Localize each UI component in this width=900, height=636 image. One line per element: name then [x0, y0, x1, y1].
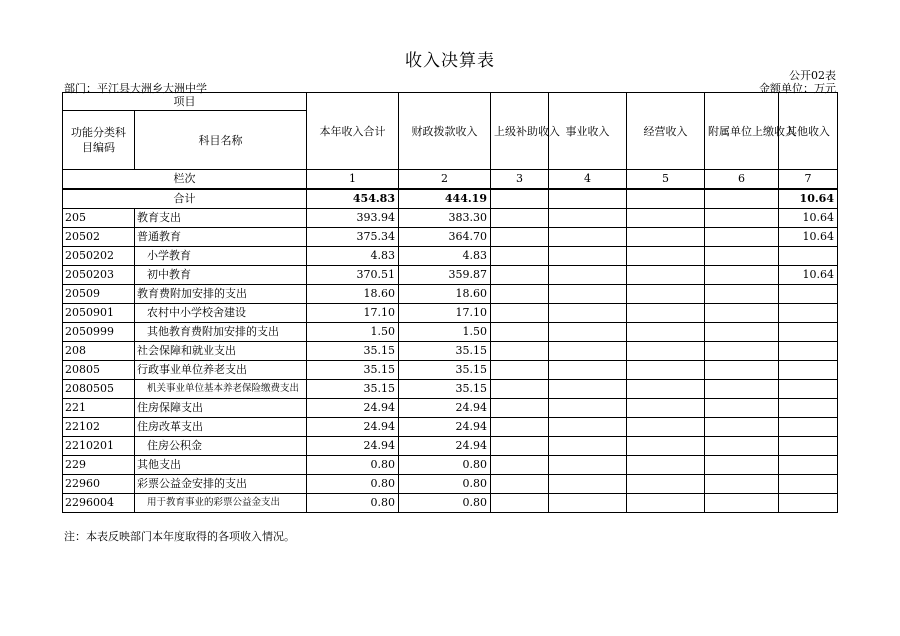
department-label: 部门：平江县大洲乡大洲中学 — [64, 82, 207, 95]
amount-cell — [779, 475, 838, 494]
amount-cell — [549, 399, 627, 418]
subject-code: 20509 — [63, 285, 135, 304]
subject-name: 彩票公益金安排的支出 — [135, 475, 307, 494]
total-value: 444.19 — [399, 189, 491, 209]
column-number: 7 — [779, 170, 838, 190]
amount-cell — [705, 304, 779, 323]
amount-cell: 0.80 — [307, 494, 399, 513]
subject-name: 住房改革支出 — [135, 418, 307, 437]
table-note: 注：本表反映部门本年度取得的各项收入情况。 — [64, 530, 295, 543]
amount-cell: 0.80 — [307, 456, 399, 475]
subject-code: 208 — [63, 342, 135, 361]
subject-name: 初中教育 — [135, 266, 307, 285]
total-row — [63, 189, 838, 209]
amount-cell — [779, 380, 838, 399]
subject-name: 机关事业单位基本养老保险缴费支出 — [135, 380, 307, 399]
subject-name: 普通教育 — [135, 228, 307, 247]
amount-cell — [627, 304, 705, 323]
amount-cell — [549, 361, 627, 380]
amount-cell — [705, 247, 779, 266]
table-row — [63, 494, 838, 513]
amount-cell: 24.94 — [307, 399, 399, 418]
total-value — [549, 189, 627, 209]
amount-cell — [779, 418, 838, 437]
col-header-operating-income: 经营收入 — [627, 93, 705, 170]
amount-cell: 375.34 — [307, 228, 399, 247]
subject-code: 2296004 — [63, 494, 135, 513]
subject-name: 小学教育 — [135, 247, 307, 266]
subject-code: 221 — [63, 399, 135, 418]
unit-label: 金额单位：万元 — [759, 82, 836, 95]
table-row — [63, 247, 838, 266]
amount-cell — [627, 228, 705, 247]
amount-cell — [549, 304, 627, 323]
table-row — [63, 475, 838, 494]
income-table — [62, 92, 838, 513]
amount-cell — [705, 342, 779, 361]
amount-cell: 0.80 — [399, 494, 491, 513]
amount-cell — [627, 418, 705, 437]
amount-cell: 4.83 — [399, 247, 491, 266]
amount-cell — [549, 323, 627, 342]
amount-cell — [491, 247, 549, 266]
table-row — [63, 266, 838, 285]
amount-cell — [491, 380, 549, 399]
subject-name: 农村中小学校舍建设 — [135, 304, 307, 323]
amount-cell — [627, 494, 705, 513]
subject-name: 教育支出 — [135, 209, 307, 228]
amount-cell: 24.94 — [399, 437, 491, 456]
amount-cell: 18.60 — [307, 285, 399, 304]
subject-name: 用于教育事业的彩票公益金支出 — [135, 494, 307, 513]
amount-cell: 35.15 — [307, 361, 399, 380]
amount-cell: 18.60 — [399, 285, 491, 304]
code-header: 功能分类科目编码 — [63, 111, 135, 170]
amount-cell — [491, 266, 549, 285]
table-row — [63, 380, 838, 399]
subject-code: 20805 — [63, 361, 135, 380]
amount-cell: 364.70 — [399, 228, 491, 247]
column-number: 4 — [549, 170, 627, 190]
amount-cell: 10.64 — [779, 228, 838, 247]
table-row — [63, 304, 838, 323]
amount-cell — [491, 418, 549, 437]
amount-cell: 35.15 — [307, 380, 399, 399]
table-row — [63, 437, 838, 456]
total-value — [705, 189, 779, 209]
amount-cell — [779, 247, 838, 266]
form-number: 公开02表 — [789, 69, 836, 82]
col-header-total-income: 本年收入合计 — [307, 93, 399, 170]
amount-cell — [549, 437, 627, 456]
table-row — [63, 456, 838, 475]
amount-cell — [627, 323, 705, 342]
subject-code: 2080505 — [63, 380, 135, 399]
amount-cell — [549, 494, 627, 513]
amount-cell: 0.80 — [399, 475, 491, 494]
amount-cell — [705, 494, 779, 513]
table-row — [63, 209, 838, 228]
subject-code: 22102 — [63, 418, 135, 437]
subject-name: 行政事业单位养老支出 — [135, 361, 307, 380]
subject-name: 住房公积金 — [135, 437, 307, 456]
amount-cell — [705, 266, 779, 285]
amount-cell — [549, 456, 627, 475]
amount-cell — [549, 285, 627, 304]
amount-cell — [549, 247, 627, 266]
project-header: 项目 — [63, 93, 307, 111]
amount-cell: 24.94 — [307, 437, 399, 456]
table-row — [63, 342, 838, 361]
amount-cell: 17.10 — [307, 304, 399, 323]
column-number: 3 — [491, 170, 549, 190]
column-number: 1 — [307, 170, 399, 190]
table-row — [63, 323, 838, 342]
amount-cell — [491, 209, 549, 228]
amount-cell — [627, 247, 705, 266]
amount-cell — [627, 209, 705, 228]
amount-cell — [779, 456, 838, 475]
subject-code: 2050901 — [63, 304, 135, 323]
amount-cell — [491, 399, 549, 418]
amount-cell — [779, 361, 838, 380]
subject-code: 20502 — [63, 228, 135, 247]
amount-cell — [491, 285, 549, 304]
amount-cell: 359.87 — [399, 266, 491, 285]
amount-cell — [779, 437, 838, 456]
page-title: 收入决算表 — [405, 51, 495, 71]
amount-cell: 10.64 — [779, 266, 838, 285]
subject-code: 205 — [63, 209, 135, 228]
amount-cell — [779, 399, 838, 418]
amount-cell — [627, 399, 705, 418]
amount-cell: 0.80 — [399, 456, 491, 475]
total-value: 10.64 — [779, 189, 838, 209]
amount-cell — [549, 475, 627, 494]
column-number: 5 — [627, 170, 705, 190]
amount-cell — [705, 418, 779, 437]
col-header-other-income: 其他收入 — [779, 93, 838, 170]
subject-code: 2210201 — [63, 437, 135, 456]
amount-cell — [627, 380, 705, 399]
amount-cell — [705, 380, 779, 399]
subject-name: 住房保障支出 — [135, 399, 307, 418]
amount-cell — [627, 456, 705, 475]
amount-cell — [779, 494, 838, 513]
amount-cell — [491, 437, 549, 456]
amount-cell — [705, 209, 779, 228]
amount-cell — [549, 266, 627, 285]
amount-cell: 370.51 — [307, 266, 399, 285]
amount-cell — [491, 494, 549, 513]
amount-cell: 0.80 — [307, 475, 399, 494]
amount-cell — [549, 380, 627, 399]
amount-cell: 35.15 — [399, 380, 491, 399]
column-number: 6 — [705, 170, 779, 190]
table-row — [63, 228, 838, 247]
col-header-business-income: 事业收入 — [549, 93, 627, 170]
amount-cell — [705, 437, 779, 456]
col-header-affiliated-income: 附属单位上缴收入 — [705, 93, 779, 170]
amount-cell: 17.10 — [399, 304, 491, 323]
subject-code: 2050203 — [63, 266, 135, 285]
amount-cell: 393.94 — [307, 209, 399, 228]
subject-code: 22960 — [63, 475, 135, 494]
amount-cell — [779, 304, 838, 323]
total-value — [627, 189, 705, 209]
amount-cell: 1.50 — [399, 323, 491, 342]
subject-name: 其他支出 — [135, 456, 307, 475]
amount-cell — [627, 437, 705, 456]
amount-cell — [779, 323, 838, 342]
subject-code: 2050202 — [63, 247, 135, 266]
column-number-label: 栏次 — [63, 170, 307, 190]
subject-code: 2050999 — [63, 323, 135, 342]
amount-cell — [627, 342, 705, 361]
amount-cell — [779, 342, 838, 361]
amount-cell — [627, 361, 705, 380]
amount-cell — [705, 475, 779, 494]
subject-name: 其他教育费附加安排的支出 — [135, 323, 307, 342]
amount-cell — [705, 228, 779, 247]
amount-cell — [627, 266, 705, 285]
amount-cell: 35.15 — [399, 361, 491, 380]
table-row — [63, 399, 838, 418]
amount-cell: 383.30 — [399, 209, 491, 228]
amount-cell — [491, 342, 549, 361]
table-row — [63, 285, 838, 304]
total-value — [491, 189, 549, 209]
amount-cell: 35.15 — [399, 342, 491, 361]
column-number: 2 — [399, 170, 491, 190]
amount-cell — [705, 361, 779, 380]
amount-cell — [627, 285, 705, 304]
amount-cell — [491, 228, 549, 247]
total-label: 合计 — [63, 189, 307, 209]
amount-cell — [491, 456, 549, 475]
subject-name: 教育费附加安排的支出 — [135, 285, 307, 304]
amount-cell — [491, 475, 549, 494]
amount-cell — [705, 399, 779, 418]
amount-cell: 4.83 — [307, 247, 399, 266]
amount-cell — [549, 418, 627, 437]
amount-cell — [627, 475, 705, 494]
total-value: 454.83 — [307, 189, 399, 209]
amount-cell: 10.64 — [779, 209, 838, 228]
amount-cell: 1.50 — [307, 323, 399, 342]
col-header-superior-subsidy: 上级补助收入 — [491, 93, 549, 170]
amount-cell — [491, 304, 549, 323]
amount-cell — [705, 285, 779, 304]
amount-cell: 24.94 — [399, 399, 491, 418]
column-number-row — [63, 170, 838, 190]
amount-cell — [549, 209, 627, 228]
amount-cell — [549, 342, 627, 361]
amount-cell — [705, 323, 779, 342]
subject-code: 229 — [63, 456, 135, 475]
col-header-fiscal-allocation: 财政拨款收入 — [399, 93, 491, 170]
amount-cell: 24.94 — [399, 418, 491, 437]
amount-cell — [779, 285, 838, 304]
amount-cell — [549, 228, 627, 247]
table-row — [63, 361, 838, 380]
subject-name: 社会保障和就业支出 — [135, 342, 307, 361]
amount-cell — [705, 456, 779, 475]
amount-cell — [491, 323, 549, 342]
amount-cell: 35.15 — [307, 342, 399, 361]
table-row — [63, 418, 838, 437]
amount-cell: 24.94 — [307, 418, 399, 437]
amount-cell — [491, 361, 549, 380]
name-header: 科目名称 — [135, 111, 307, 170]
